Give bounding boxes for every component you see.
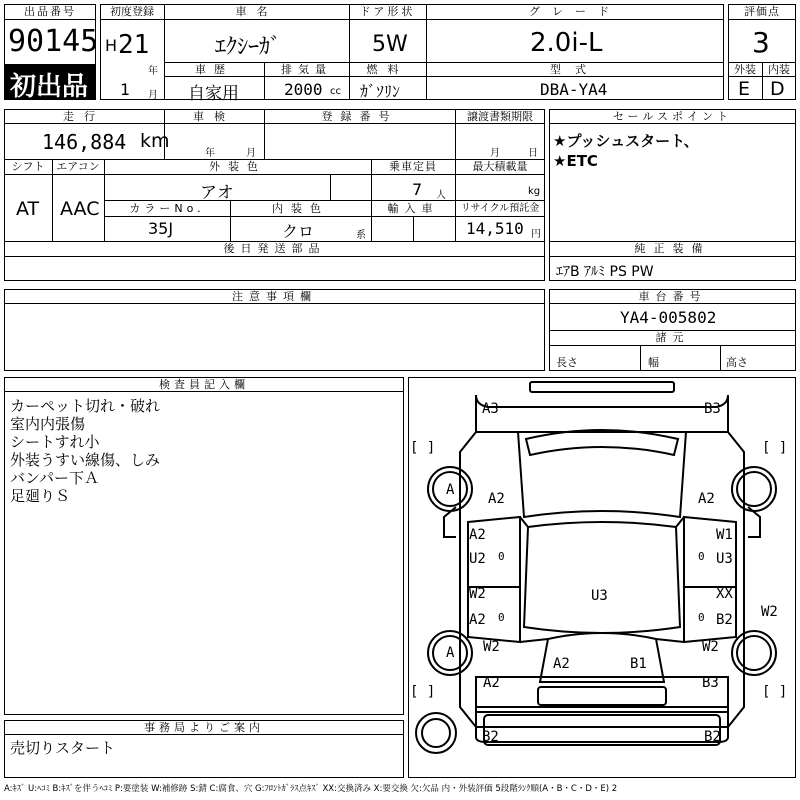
fuel: ｶﾞｿﾘﾝ xyxy=(360,82,401,101)
mark-w2-rear-right: W2 xyxy=(702,639,719,655)
mark-b2-door-rr: B2 xyxy=(716,612,733,628)
mark-tire-rear-left: A xyxy=(446,645,455,661)
mark-u3-roof: U3 xyxy=(591,588,608,604)
inspector-label: 検査員記入欄 xyxy=(159,378,249,391)
grade-label: グレード xyxy=(529,5,621,18)
door: 5W xyxy=(372,32,408,57)
mark-a3-top-left: A3 xyxy=(482,401,499,417)
max-load-label: 最大積載量 xyxy=(472,160,528,173)
mark-bracket-right-bot: [ ] xyxy=(762,684,788,700)
transfer-label: 譲渡書類期限 xyxy=(467,110,533,123)
mark-b2-bottom-left: B2 xyxy=(482,729,499,745)
first-reg-label: 初度登録 xyxy=(110,5,154,18)
ac-label: エアコン xyxy=(56,160,100,173)
chassis-label: 車台番号 xyxy=(638,290,707,303)
mark-a2-rear-left: A2 xyxy=(483,675,500,691)
office-label: 事務局よりご案内 xyxy=(144,721,264,734)
mark-b3-rear-right: B3 xyxy=(702,675,719,691)
dims-label: 諸元 xyxy=(655,331,690,344)
transfer-day-unit: 日 xyxy=(528,148,538,159)
fuel-label: 燃料 xyxy=(366,63,409,76)
displacement-label: 排気量 xyxy=(281,63,332,76)
recycle-label: リサイクル預託金 xyxy=(460,203,540,214)
transfer-month-unit: 月 xyxy=(490,148,500,159)
ac: AAC xyxy=(60,198,100,220)
mark-bracket-left-bot: [ ] xyxy=(410,684,436,700)
mark-xx-door-rr: XX xyxy=(716,586,733,602)
capacity-label: 乗車定員 xyxy=(389,160,437,173)
inspector-line-1: カーペット切れ・破れ xyxy=(10,397,161,415)
equipment-label: 純正装備 xyxy=(634,242,711,255)
sales-point-2: ★ETC xyxy=(553,152,598,170)
interior-color: クロ xyxy=(282,222,315,241)
history-label: 車歴 xyxy=(195,63,233,76)
inspection-month-unit: 月 xyxy=(246,148,256,159)
inspector-line-2: 室内内張傷 xyxy=(10,415,86,433)
legend: A:ｷｽﾞ U:ﾍｺﾐ B:ｷｽﾞを伴うﾍｺﾐ P:要塗装 W:補修跡 S:錆 C:腐食、穴 G:ﾌﾛﾝﾄｶﾞﾗｽ点ｷｽﾞ XX:交換済み X:要交換 欠:欠品 内・外装評価 5段階ﾗﾝｸ順(A・B・C・D・E) 2 xyxy=(4,784,618,794)
score: 3 xyxy=(752,26,770,59)
month-unit: 月 xyxy=(148,90,158,101)
width-label: 幅 xyxy=(648,356,659,369)
mark-b2-bottom-right: B2 xyxy=(704,729,721,745)
color-no-label: カラーNo. xyxy=(129,202,205,215)
mark-w2-door-rl: W2 xyxy=(469,586,486,602)
mark-b3-top-right: B3 xyxy=(704,401,721,417)
mark-w2-rear-left: W2 xyxy=(483,639,500,655)
shift-label: シフト xyxy=(11,160,45,173)
capacity-unit: 人 xyxy=(436,190,446,201)
displacement-unit: cc xyxy=(330,86,341,97)
mark-zero-2: 0 xyxy=(698,550,705,563)
mark-zero-3: 0 xyxy=(498,611,505,624)
exterior-label: 外装 xyxy=(734,63,756,76)
door-label: ドア形状 xyxy=(359,5,416,18)
capacity: 7 xyxy=(412,180,423,199)
mark-a2-door-rl: A2 xyxy=(469,612,486,628)
mark-w2-right-side: W2 xyxy=(761,604,778,620)
length-label: 長さ xyxy=(556,356,578,369)
color-no: 35J xyxy=(148,219,174,238)
mark-a2-front-right: A2 xyxy=(698,491,715,507)
year-unit: 年 xyxy=(148,66,158,77)
history: 自家用 xyxy=(188,84,239,104)
exterior-score: E xyxy=(738,78,751,100)
equipment: ｴｱB ｱﾙﾐ PS PW xyxy=(556,264,654,280)
color: アオ xyxy=(200,183,234,203)
inspector-line-6: 足廻りＳ xyxy=(10,487,71,505)
first-reg-year: 21 xyxy=(118,30,150,60)
mileage-label: 走行 xyxy=(63,110,105,123)
inspection-label: 車検 xyxy=(193,110,235,123)
mark-b1-rear-center: B1 xyxy=(630,656,647,672)
inspector-line-4: 外装うすい線傷、しみ xyxy=(10,451,161,469)
shift: AT xyxy=(16,198,40,220)
chassis-number: YA4-005802 xyxy=(620,308,717,327)
car-name-label: 車名 xyxy=(235,5,278,18)
mark-w1-door-fr: W1 xyxy=(716,527,733,543)
mark-a2-hood-left: A2 xyxy=(488,491,505,507)
interior-score: D xyxy=(770,78,785,100)
grade: 2.0i-L xyxy=(530,28,603,58)
lot-number-label: 出品番号 xyxy=(24,5,76,18)
first-reg-month: 1 xyxy=(120,80,130,99)
interior-color-label: 内装色 xyxy=(272,202,329,215)
car-name: ｴｸｼｰｶﾞ xyxy=(215,35,282,60)
inspector-line-3: シートすれ小 xyxy=(10,433,100,451)
color-label: 外装色 xyxy=(209,160,266,173)
era: H xyxy=(105,36,118,55)
caution-label: 注意事項欄 xyxy=(232,290,317,303)
max-load-unit: kg xyxy=(528,186,541,197)
mileage: 146,884 xyxy=(42,130,127,154)
mark-u2-door-fl: U2 xyxy=(469,551,486,567)
mark-bracket-right-top: [ ] xyxy=(762,440,788,456)
mark-bracket-left-top: [ ] xyxy=(410,440,436,456)
lot-number: 90145 xyxy=(8,24,99,59)
model: DBA-YA4 xyxy=(540,80,608,99)
sales-label: セールスポイント xyxy=(612,110,732,123)
first-listing-label: 初出品 xyxy=(10,72,89,102)
mark-a2-rear-center: A2 xyxy=(553,656,570,672)
recycle-unit: 円 xyxy=(531,229,541,240)
inspector-line-5: バンパー下Ａ xyxy=(10,469,99,487)
model-label: 型式 xyxy=(550,63,600,76)
reg-no-label: 登録番号 xyxy=(321,110,398,123)
recycle: 14,510 xyxy=(466,219,524,238)
car-diagram xyxy=(408,377,796,778)
displacement: 2000 xyxy=(284,80,323,99)
sales-point-1: ★プッシュスタート、 xyxy=(553,132,699,150)
import-label: 輸入車 xyxy=(387,202,439,215)
inspection-year-unit: 年 xyxy=(205,148,215,159)
mark-tire-front-left: A xyxy=(446,482,455,498)
interior-color-unit: 系 xyxy=(356,230,366,241)
height-label: 高さ xyxy=(726,356,748,369)
interior-label: 内装 xyxy=(768,63,790,76)
score-label: 評価点 xyxy=(744,5,780,18)
mark-a2-door-fl: A2 xyxy=(469,527,486,543)
mark-zero-4: 0 xyxy=(698,611,705,624)
mark-zero-1: 0 xyxy=(498,550,505,563)
later-parts-label: 後日発送部品 xyxy=(223,242,326,255)
office-text: 売切りスタート xyxy=(10,739,116,757)
mileage-unit: km xyxy=(140,130,170,152)
mark-u3-door-fr: U3 xyxy=(716,551,733,567)
